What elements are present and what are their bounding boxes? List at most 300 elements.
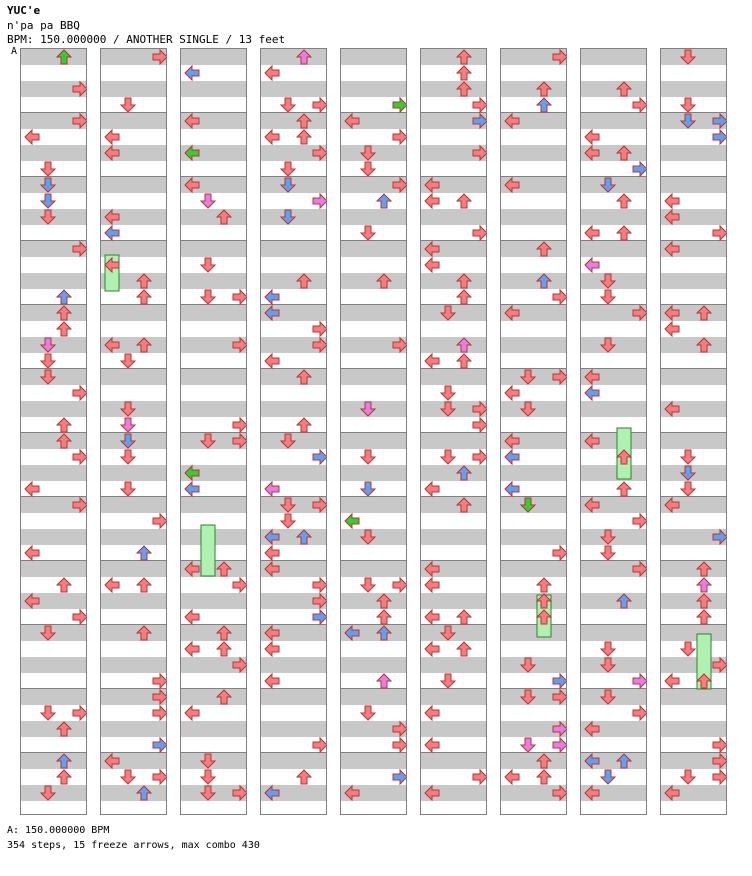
chart-column (180, 48, 247, 815)
right-arrow (713, 738, 726, 752)
right-arrow (73, 498, 86, 512)
right-arrow (73, 706, 86, 720)
down-arrow (281, 514, 295, 528)
down-arrow (441, 306, 455, 320)
right-arrow (553, 738, 566, 752)
right-arrow (153, 674, 166, 688)
right-arrow (393, 178, 406, 192)
right-arrow (713, 770, 726, 784)
left-arrow (25, 546, 39, 560)
up-arrow (457, 194, 471, 208)
up-arrow (617, 226, 631, 240)
up-arrow (537, 770, 551, 784)
chart-column (660, 48, 727, 815)
right-arrow (633, 306, 646, 320)
chart-column (500, 48, 567, 815)
left-arrow (585, 130, 599, 144)
up-arrow (457, 274, 471, 288)
up-arrow (217, 626, 231, 640)
up-arrow (137, 338, 151, 352)
down-arrow (361, 482, 375, 496)
left-arrow (265, 786, 279, 800)
up-arrow (457, 466, 471, 480)
down-arrow (361, 162, 375, 176)
right-arrow (73, 114, 86, 128)
down-arrow (281, 498, 295, 512)
down-arrow (361, 146, 375, 160)
right-arrow (73, 242, 86, 256)
right-arrow (233, 418, 246, 432)
left-arrow (425, 642, 439, 656)
right-arrow (553, 290, 566, 304)
note-layer (341, 49, 406, 814)
down-arrow (601, 338, 615, 352)
chart-column (20, 48, 87, 815)
up-arrow (297, 770, 311, 784)
left-arrow (265, 530, 279, 544)
down-arrow (361, 450, 375, 464)
down-arrow (361, 530, 375, 544)
chart-stats: 354 steps, 15 freeze arrows, max combo 430 (7, 840, 260, 851)
up-arrow (297, 114, 311, 128)
down-arrow (521, 498, 535, 512)
up-arrow (57, 418, 71, 432)
left-arrow (345, 786, 359, 800)
up-arrow (57, 434, 71, 448)
left-arrow (665, 322, 679, 336)
left-arrow (265, 626, 279, 640)
up-arrow (537, 82, 551, 96)
right-arrow (633, 706, 646, 720)
right-arrow (473, 418, 486, 432)
left-arrow (505, 450, 519, 464)
right-arrow (553, 690, 566, 704)
up-arrow (617, 594, 631, 608)
left-arrow (185, 642, 199, 656)
up-arrow (537, 754, 551, 768)
right-arrow (713, 754, 726, 768)
up-arrow (57, 770, 71, 784)
left-arrow (665, 210, 679, 224)
song-artist: YUC'e (7, 4, 41, 17)
left-arrow (665, 402, 679, 416)
down-arrow (601, 530, 615, 544)
right-arrow (233, 338, 246, 352)
chart-column (260, 48, 327, 815)
right-arrow (153, 50, 166, 64)
down-arrow (681, 770, 695, 784)
down-arrow (41, 706, 55, 720)
right-arrow (633, 562, 646, 576)
up-arrow (217, 690, 231, 704)
right-arrow (73, 386, 86, 400)
left-arrow (105, 338, 119, 352)
right-arrow (233, 578, 246, 592)
down-arrow (201, 194, 215, 208)
up-arrow (457, 82, 471, 96)
up-arrow (217, 642, 231, 656)
note-layer (181, 49, 246, 814)
up-arrow (137, 786, 151, 800)
left-arrow (425, 610, 439, 624)
note-layer (101, 49, 166, 814)
down-arrow (281, 434, 295, 448)
right-arrow (233, 290, 246, 304)
up-arrow (297, 370, 311, 384)
up-arrow (377, 610, 391, 624)
right-arrow (153, 690, 166, 704)
right-arrow (473, 146, 486, 160)
left-arrow (105, 578, 119, 592)
down-arrow (601, 274, 615, 288)
right-arrow (313, 194, 326, 208)
down-arrow (601, 658, 615, 672)
left-arrow (185, 610, 199, 624)
note-layer (261, 49, 326, 814)
up-arrow (297, 274, 311, 288)
right-arrow (713, 658, 726, 672)
left-arrow (345, 114, 359, 128)
right-arrow (713, 114, 726, 128)
up-arrow (377, 674, 391, 688)
up-arrow (377, 594, 391, 608)
right-arrow (473, 98, 486, 112)
up-arrow (537, 98, 551, 112)
left-arrow (185, 706, 199, 720)
right-arrow (473, 450, 486, 464)
right-arrow (713, 226, 726, 240)
up-arrow (57, 290, 71, 304)
up-arrow (457, 498, 471, 512)
up-arrow (537, 274, 551, 288)
right-arrow (313, 146, 326, 160)
left-arrow (425, 178, 439, 192)
right-arrow (553, 722, 566, 736)
down-arrow (521, 402, 535, 416)
right-arrow (313, 98, 326, 112)
down-arrow (601, 770, 615, 784)
down-arrow (41, 786, 55, 800)
right-arrow (313, 338, 326, 352)
down-arrow (41, 626, 55, 640)
left-arrow (505, 434, 519, 448)
right-arrow (393, 98, 406, 112)
left-arrow (185, 66, 199, 80)
up-arrow (457, 354, 471, 368)
down-arrow (121, 434, 135, 448)
song-title: n'pa pa BBQ (7, 19, 80, 32)
up-arrow (57, 322, 71, 336)
down-arrow (361, 402, 375, 416)
up-arrow (537, 242, 551, 256)
down-arrow (121, 402, 135, 416)
left-arrow (185, 178, 199, 192)
left-arrow (265, 66, 279, 80)
up-arrow (297, 130, 311, 144)
down-arrow (601, 690, 615, 704)
left-arrow (585, 722, 599, 736)
right-arrow (73, 82, 86, 96)
up-arrow (457, 642, 471, 656)
left-arrow (585, 370, 599, 384)
right-arrow (393, 770, 406, 784)
left-arrow (105, 226, 119, 240)
up-arrow (457, 66, 471, 80)
left-arrow (425, 242, 439, 256)
down-arrow (41, 338, 55, 352)
up-arrow (697, 338, 711, 352)
right-arrow (313, 578, 326, 592)
right-arrow (553, 674, 566, 688)
left-arrow (505, 482, 519, 496)
right-arrow (73, 450, 86, 464)
chart-column (580, 48, 647, 815)
left-arrow (585, 226, 599, 240)
right-arrow (313, 322, 326, 336)
down-arrow (201, 786, 215, 800)
down-arrow (201, 434, 215, 448)
right-arrow (633, 514, 646, 528)
left-arrow (265, 354, 279, 368)
right-arrow (313, 450, 326, 464)
down-arrow (681, 482, 695, 496)
left-arrow (185, 466, 199, 480)
right-arrow (473, 770, 486, 784)
right-arrow (393, 578, 406, 592)
down-arrow (441, 626, 455, 640)
down-arrow (41, 370, 55, 384)
left-arrow (665, 242, 679, 256)
right-arrow (313, 738, 326, 752)
right-arrow (713, 130, 726, 144)
left-arrow (185, 482, 199, 496)
left-arrow (665, 786, 679, 800)
left-arrow (105, 146, 119, 160)
up-arrow (217, 210, 231, 224)
up-arrow (457, 338, 471, 352)
up-arrow (697, 610, 711, 624)
up-arrow (137, 626, 151, 640)
note-layer (421, 49, 486, 814)
right-arrow (153, 514, 166, 528)
up-arrow (697, 578, 711, 592)
down-arrow (601, 178, 615, 192)
left-arrow (425, 482, 439, 496)
left-arrow (585, 786, 599, 800)
up-arrow (617, 194, 631, 208)
right-arrow (713, 530, 726, 544)
left-arrow (25, 594, 39, 608)
down-arrow (521, 370, 535, 384)
left-arrow (505, 770, 519, 784)
up-arrow (697, 594, 711, 608)
up-arrow (297, 418, 311, 432)
down-arrow (121, 770, 135, 784)
left-arrow (265, 130, 279, 144)
left-arrow (425, 786, 439, 800)
right-arrow (633, 674, 646, 688)
left-arrow (105, 130, 119, 144)
down-arrow (41, 162, 55, 176)
left-arrow (425, 738, 439, 752)
down-arrow (601, 290, 615, 304)
right-arrow (313, 498, 326, 512)
up-arrow (217, 562, 231, 576)
left-arrow (265, 674, 279, 688)
up-arrow (617, 754, 631, 768)
down-arrow (281, 210, 295, 224)
left-arrow (265, 642, 279, 656)
left-arrow (585, 498, 599, 512)
left-arrow (345, 626, 359, 640)
up-arrow (137, 546, 151, 560)
right-arrow (553, 50, 566, 64)
left-arrow (505, 114, 519, 128)
up-arrow (457, 290, 471, 304)
down-arrow (281, 178, 295, 192)
left-arrow (265, 562, 279, 576)
down-arrow (681, 50, 695, 64)
up-arrow (377, 194, 391, 208)
right-arrow (153, 770, 166, 784)
up-arrow (137, 290, 151, 304)
down-arrow (681, 114, 695, 128)
right-arrow (473, 226, 486, 240)
up-arrow (57, 50, 71, 64)
up-arrow (137, 578, 151, 592)
up-arrow (697, 562, 711, 576)
bpm-list: A: 150.000000 BPM (7, 825, 110, 836)
up-arrow (57, 578, 71, 592)
right-arrow (553, 546, 566, 560)
right-arrow (553, 786, 566, 800)
note-layer (501, 49, 566, 814)
up-arrow (457, 610, 471, 624)
left-arrow (505, 306, 519, 320)
down-arrow (521, 658, 535, 672)
right-arrow (393, 130, 406, 144)
left-arrow (105, 210, 119, 224)
left-arrow (585, 754, 599, 768)
up-arrow (617, 82, 631, 96)
up-arrow (457, 50, 471, 64)
right-arrow (153, 738, 166, 752)
down-arrow (41, 194, 55, 208)
down-arrow (41, 354, 55, 368)
left-arrow (665, 194, 679, 208)
left-arrow (505, 386, 519, 400)
left-arrow (265, 546, 279, 560)
left-arrow (425, 706, 439, 720)
left-arrow (25, 482, 39, 496)
chart-column (340, 48, 407, 815)
down-arrow (201, 770, 215, 784)
left-arrow (585, 434, 599, 448)
up-arrow (297, 530, 311, 544)
left-arrow (665, 306, 679, 320)
down-arrow (521, 690, 535, 704)
up-arrow (57, 754, 71, 768)
right-arrow (473, 402, 486, 416)
down-arrow (41, 210, 55, 224)
down-arrow (121, 354, 135, 368)
down-arrow (41, 178, 55, 192)
left-arrow (185, 146, 199, 160)
left-arrow (585, 258, 599, 272)
down-arrow (121, 98, 135, 112)
left-arrow (505, 178, 519, 192)
up-arrow (697, 306, 711, 320)
left-arrow (105, 754, 119, 768)
right-arrow (393, 738, 406, 752)
down-arrow (201, 258, 215, 272)
down-arrow (521, 738, 535, 752)
left-arrow (665, 498, 679, 512)
up-arrow (377, 274, 391, 288)
down-arrow (361, 578, 375, 592)
down-arrow (201, 290, 215, 304)
note-layer (21, 49, 86, 814)
up-arrow (297, 50, 311, 64)
left-arrow (25, 130, 39, 144)
left-arrow (665, 674, 679, 688)
right-arrow (73, 610, 86, 624)
right-arrow (313, 594, 326, 608)
left-arrow (185, 114, 199, 128)
down-arrow (281, 162, 295, 176)
down-arrow (681, 98, 695, 112)
right-arrow (313, 610, 326, 624)
left-arrow (265, 482, 279, 496)
right-arrow (153, 706, 166, 720)
note-layer (581, 49, 646, 814)
down-arrow (441, 450, 455, 464)
right-arrow (633, 162, 646, 176)
right-arrow (633, 98, 646, 112)
left-arrow (425, 258, 439, 272)
right-arrow (233, 434, 246, 448)
left-arrow (265, 306, 279, 320)
right-arrow (233, 786, 246, 800)
up-arrow (617, 482, 631, 496)
left-arrow (185, 562, 199, 576)
down-arrow (441, 674, 455, 688)
down-arrow (121, 418, 135, 432)
right-arrow (233, 658, 246, 672)
left-arrow (425, 354, 439, 368)
down-arrow (121, 482, 135, 496)
down-arrow (601, 642, 615, 656)
right-arrow (473, 114, 486, 128)
down-arrow (441, 386, 455, 400)
chart-column (100, 48, 167, 815)
up-arrow (537, 578, 551, 592)
up-arrow (617, 146, 631, 160)
left-arrow (425, 578, 439, 592)
note-layer (661, 49, 726, 814)
down-arrow (361, 706, 375, 720)
bpm-change-marker: A (11, 46, 18, 57)
up-arrow (57, 306, 71, 320)
down-arrow (201, 754, 215, 768)
down-arrow (121, 450, 135, 464)
left-arrow (425, 194, 439, 208)
left-arrow (265, 290, 279, 304)
up-arrow (57, 722, 71, 736)
down-arrow (441, 402, 455, 416)
chart-column (420, 48, 487, 815)
down-arrow (281, 98, 295, 112)
